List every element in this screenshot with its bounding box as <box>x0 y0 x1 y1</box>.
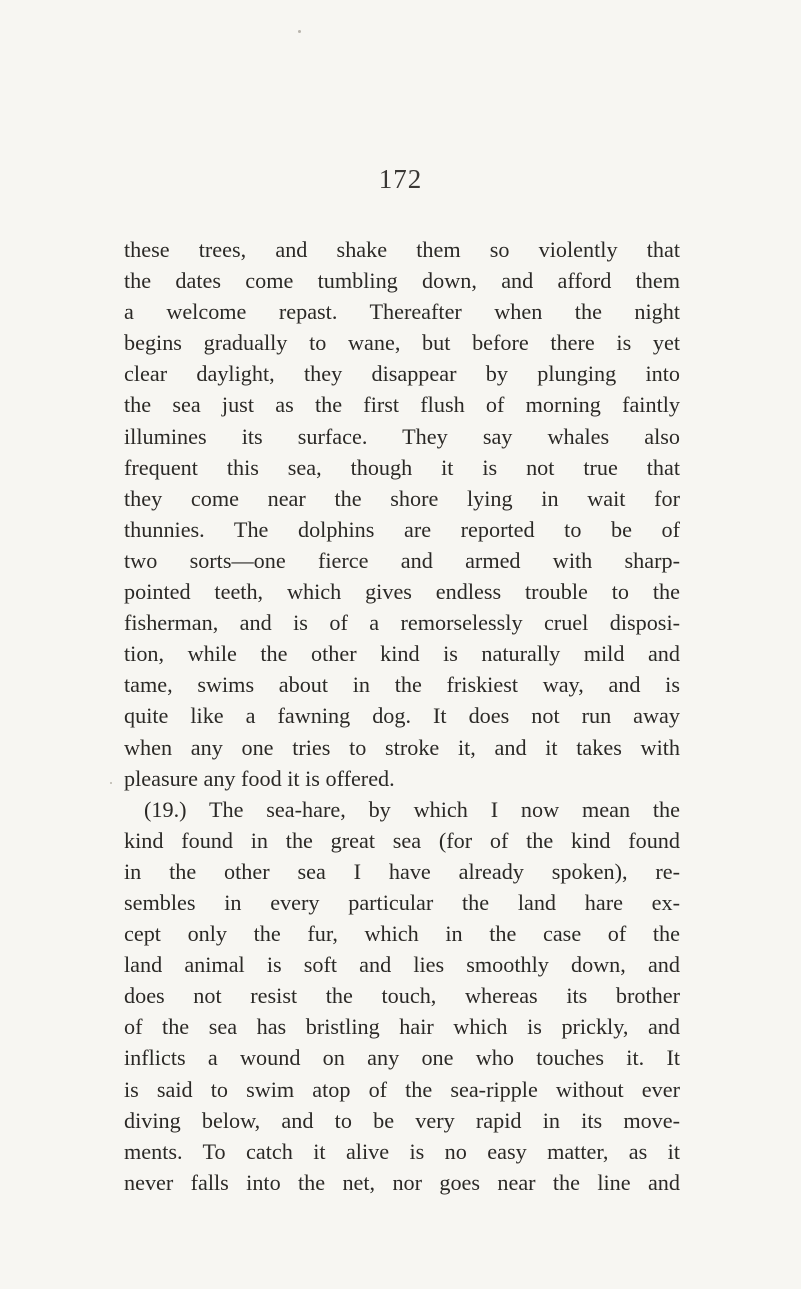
text-line: inflicts a wound on any one who touches it. It <box>124 1045 680 1071</box>
text-line: ments. To catch it alive is no easy matter, as it <box>124 1138 680 1164</box>
text-line: kind found in the great sea (for of the kind found <box>124 827 680 853</box>
text-line: land animal is soft and lies smoothly down, and <box>124 952 680 978</box>
text-line: diving below, and to be very rapid in its move- <box>124 1107 680 1133</box>
text-line: a welcome repast. Thereafter when the night <box>124 299 680 325</box>
text-line: clear daylight, they disappear by plunging into <box>124 361 680 387</box>
text-line: illumines its surface. They say whales also <box>124 423 680 449</box>
text-line: the sea just as the first flush of morning faintly <box>124 392 680 418</box>
text-line: begins gradually to wane, but before there is yet <box>124 330 680 356</box>
text-line: frequent this sea, though it is not true that <box>124 454 680 480</box>
text-line: (19.) The sea-hare, by which I now mean the <box>144 796 680 822</box>
text-line: the dates come tumbling down, and afford them <box>124 268 680 294</box>
text-line: these trees, and shake them so violently that <box>124 237 680 262</box>
text-line: pointed teeth, which gives endless trouble to the <box>124 579 680 605</box>
text-line: cept only the fur, which in the case of the <box>124 921 680 947</box>
body-text <box>124 234 680 1198</box>
text-line: does not resist the touch, whereas its brother <box>124 983 680 1009</box>
text-line: is said to swim atop of the sea-ripple without ever <box>124 1076 680 1102</box>
text-line: when any one tries to stroke it, and it takes with <box>124 734 680 760</box>
text-line: sembles in every particular the land hare ex- <box>124 889 680 915</box>
page-number: 172 <box>378 164 423 194</box>
text-line: pleasure any food it is offered. <box>124 765 395 791</box>
text-line: tame, swims about in the friskiest way, and is <box>124 672 680 698</box>
text-line: two sorts—one fierce and armed with sharp- <box>124 547 680 573</box>
text-line: tion, while the other kind is naturally mild and <box>124 641 680 667</box>
text-line: of the sea has bristling hair which is prickly, and <box>124 1014 680 1040</box>
text-line: quite like a fawning dog. It does not run away <box>124 703 680 729</box>
text-line: they come near the shore lying in wait for <box>124 485 680 511</box>
text-line: fisherman, and is of a remorselessly cruel disposi- <box>124 610 680 636</box>
paper-speck <box>298 30 301 33</box>
paper-speck <box>110 782 112 784</box>
text-line: thunnies. The dolphins are reported to be of <box>124 516 680 542</box>
text-line: in the other sea I have already spoken), re- <box>124 858 680 884</box>
text-line: never falls into the net, nor goes near the line and <box>124 1169 680 1195</box>
